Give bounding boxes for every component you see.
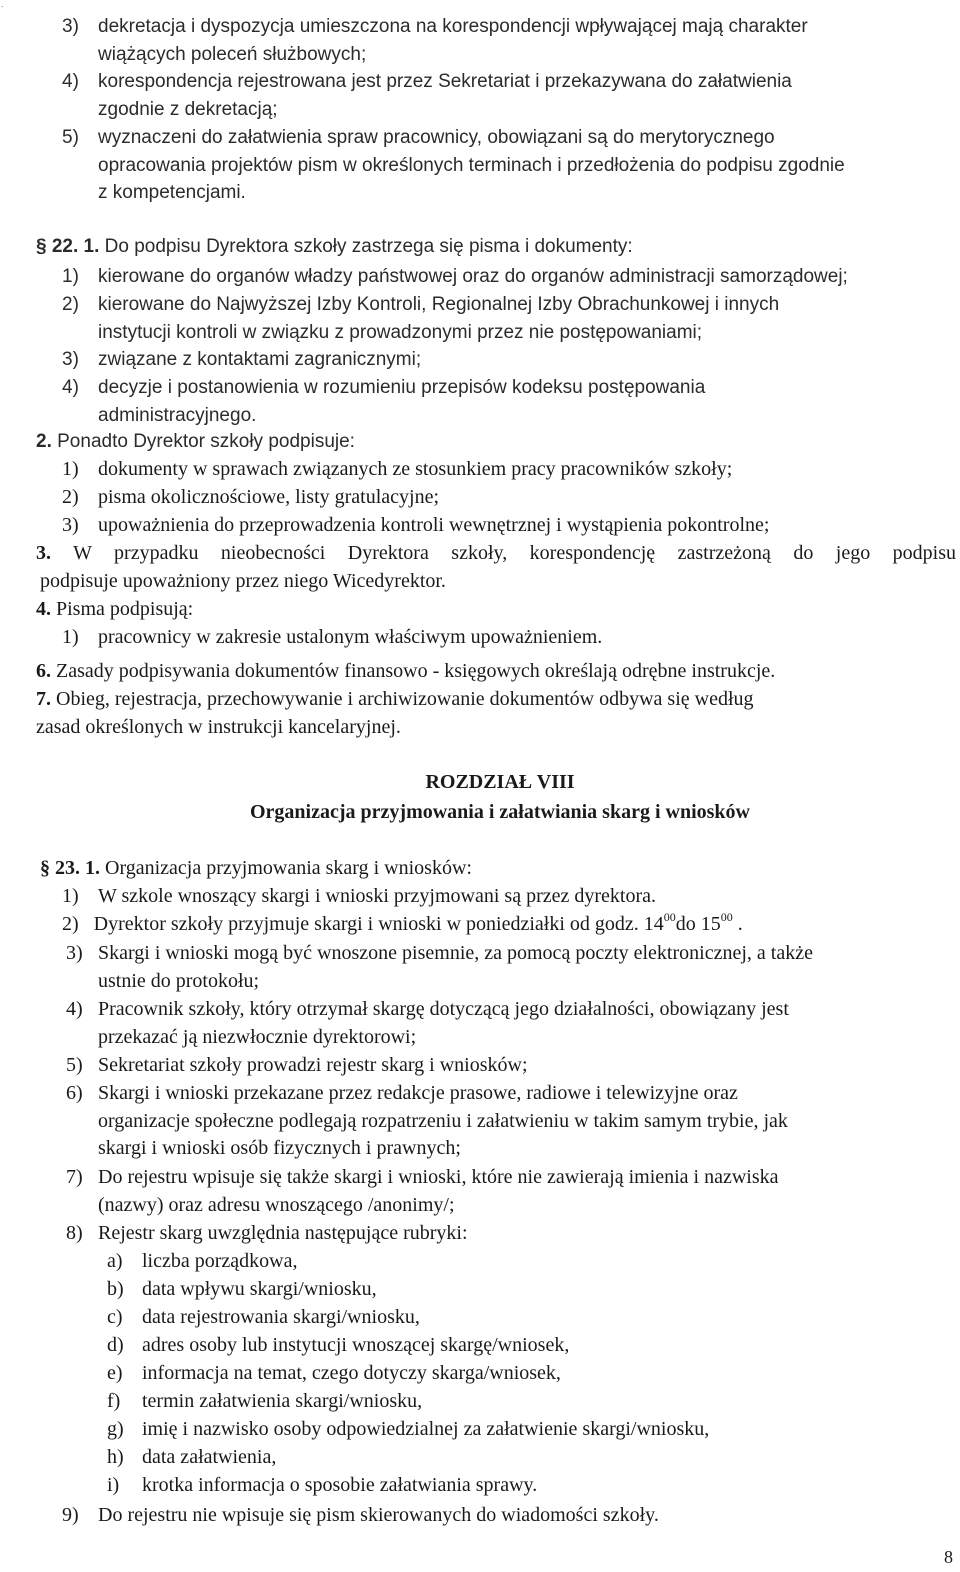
- sub-item: [107, 1388, 422, 1416]
- superscript: 00: [663, 910, 676, 924]
- sub-item-letter: b): [107, 1278, 124, 1300]
- paragraph-text: W przypadku nieobecności Dyrektora szkoły, korespondencję zastrzeżoną do jego podpisu: [51, 542, 956, 564]
- item-text-line: kierowane do organów władzy państwowej oraz do organów administracji samorządowej;: [98, 266, 848, 287]
- item-text-part: .: [732, 913, 743, 935]
- chapter-title: ROZDZIAŁ VIII: [425, 771, 575, 793]
- paragraph-text-line: podpisuje upoważniony przez niego Wicedyrektor.: [40, 569, 446, 592]
- item-text-line: (nazwy) oraz adresu wnoszącego /anonimy/;: [98, 1193, 455, 1216]
- item-text-part: Dyrektor szkoły przyjmuje skargi i wnioski w poniedziałki od godz. 14: [93, 913, 664, 935]
- sub-item: [107, 1248, 297, 1276]
- list-item: [62, 68, 958, 123]
- item-text-line: Skargi i wnioski przekazane przez redakcje prasowe, radiowe i telewizyjne oraz: [98, 1082, 738, 1104]
- item-text-line: ustnie do protokołu;: [98, 969, 260, 992]
- item-text-line: Pracownik szkoły, który otrzymał skargę dotyczącą jego działalności, obowiązany jest: [98, 998, 789, 1020]
- section-22-heading: [36, 233, 956, 261]
- item-text-line: z kompetencjami.: [98, 182, 246, 203]
- list-item: [62, 911, 958, 939]
- sub-item-text: krotka informacja o sposobie załatwiania sprawy.: [142, 1474, 538, 1496]
- superscript: 00: [720, 910, 733, 924]
- sub-item-text: data załatwienia,: [142, 1446, 277, 1468]
- item-number: 1): [62, 266, 79, 287]
- sub-item: [107, 1332, 569, 1360]
- paragraph-text: Zasady podpisywania dokumentów finansowo - księgowych określają odrębne instrukcje.: [51, 660, 776, 682]
- sub-item-letter: h): [107, 1446, 124, 1468]
- list-item: [66, 1080, 958, 1163]
- sub-item-text: imię i nazwisko osoby odpowiedzialnej za załatwienie skargi/wniosku,: [142, 1418, 710, 1440]
- item-text: [93, 910, 743, 935]
- item-text-line: decyzje i postanowienia w rozumieniu przepisów kodeksu postępowania: [98, 377, 706, 398]
- list-item: [66, 996, 958, 1051]
- list-item: [62, 512, 958, 540]
- item-number: 3): [62, 349, 79, 370]
- sub-item-letter: a): [107, 1250, 123, 1272]
- paragraph-number: 6.: [36, 660, 51, 682]
- item-text-line: kierowane do Najwyższej Izby Kontroli, Regionalnej Izby Obrachunkowej i innych: [98, 294, 780, 315]
- list-item: [66, 1164, 958, 1219]
- list-item: [62, 456, 958, 484]
- list-item: [62, 484, 958, 512]
- section-number: § 23. 1.: [40, 857, 100, 879]
- item-number: 3): [62, 16, 79, 37]
- item-number: 1): [62, 626, 79, 648]
- sub-item-letter: c): [107, 1306, 123, 1328]
- item-text: dokumenty w sprawach związanych ze stosunkiem pracy pracowników szkoły;: [98, 458, 733, 480]
- item-text-line: dekretacja i dyspozycja umieszczona na korespondencji wpływającej mają charakter: [98, 16, 808, 37]
- item-number: 1): [62, 458, 79, 480]
- item-text-line: Rejestr skarg uwzględnia następujące rubryki:: [98, 1222, 468, 1244]
- sub-item: [107, 1304, 420, 1332]
- section-23-heading: [40, 855, 960, 883]
- item-text: pracownicy w zakresie ustalonym właściwym upoważnieniem.: [98, 626, 603, 648]
- item-number: 9): [62, 1504, 79, 1526]
- paragraph-text-line: zasad określonych w instrukcji kancelaryjnej.: [36, 715, 401, 738]
- paragraph: [36, 540, 956, 595]
- item-number: 6): [66, 1082, 83, 1104]
- paragraph-text: Obieg, rejestracja, przechowywanie i archiwizowanie dokumentów odbywa się według: [51, 688, 754, 710]
- item-number: 2): [62, 486, 79, 508]
- item-text: Do rejestru nie wpisuje się pism skierowanych do wiadomości szkoły.: [98, 1504, 659, 1526]
- paragraph-number: 4.: [36, 598, 51, 620]
- chapter-subtitle: Organizacja przyjmowania i załatwiania skarg i wniosków: [250, 801, 750, 823]
- paragraph: [36, 428, 956, 456]
- paragraph: [36, 686, 956, 741]
- list-item: [62, 13, 958, 68]
- item-text: pisma okolicznościowe, listy gratulacyjne;: [98, 486, 440, 508]
- item-number: 5): [62, 127, 79, 148]
- sub-item-text: termin załatwienia skargi/wniosku,: [142, 1390, 423, 1412]
- sub-item: [107, 1360, 561, 1388]
- paragraph-number: 2.: [36, 431, 52, 452]
- item-text-part: do 15: [675, 913, 721, 935]
- item-text: W szkole wnoszący skargi i wnioski przyjmowani są przez dyrektora.: [98, 885, 656, 907]
- list-item: [62, 346, 958, 374]
- item-text-line: Do rejestru wpisuje się także skargi i wnioski, które nie zawierają imienia i nazwiska: [98, 1166, 779, 1188]
- list-item: [62, 291, 958, 346]
- sub-item-letter: f): [107, 1390, 121, 1412]
- item-text: upoważnienia do przeprowadzenia kontroli wewnętrznej i wystąpienia pokontrolne;: [98, 514, 770, 536]
- sub-item-letter: g): [107, 1418, 124, 1440]
- item-text-line: skargi i wnioski osób fizycznych i prawnych;: [98, 1137, 461, 1159]
- list-item: [66, 1220, 958, 1248]
- paragraph: [36, 658, 956, 686]
- item-text-line: związane z kontaktami zagranicznymi;: [98, 349, 422, 370]
- list-item: [62, 624, 958, 652]
- item-text-line: wyznaczeni do załatwienia spraw pracownicy, obowiązani są do merytorycznego: [98, 127, 775, 148]
- list-item: [62, 374, 958, 429]
- paragraph: [36, 596, 956, 624]
- item-number: 4): [66, 998, 83, 1020]
- sub-item-text: liczba porządkowa,: [142, 1250, 298, 1272]
- item-number: 3): [66, 942, 83, 964]
- sub-item: [107, 1276, 377, 1304]
- list-item: [62, 1502, 958, 1530]
- item-number: 8): [66, 1222, 83, 1244]
- paragraph-number: 7.: [36, 688, 51, 710]
- sub-item-letter: d): [107, 1334, 124, 1356]
- sub-item-text: data wpływu skargi/wniosku,: [142, 1278, 377, 1300]
- section-intro: Organizacja przyjmowania skarg i wniosków:: [100, 857, 472, 879]
- item-text-line: Skargi i wnioski mogą być wnoszone pisemnie, za pomocą poczty elektronicznej, a także: [98, 942, 813, 964]
- item-text-line: Sekretariat szkoły prowadzi rejestr skarg i wniosków;: [98, 1054, 528, 1076]
- paragraph-number: 3.: [36, 542, 51, 564]
- item-text-line: zgodnie z dekretacją;: [98, 98, 278, 120]
- item-number: 2): [62, 913, 79, 935]
- list-item: [66, 1052, 958, 1080]
- item-number: 2): [62, 294, 79, 315]
- list-item: [62, 124, 958, 207]
- item-text-line: instytucji kontroli w związku z prowadzonymi przez nie postępowaniami;: [98, 321, 703, 343]
- corner-mark: .: [1, 0, 4, 9]
- sub-item: [107, 1472, 537, 1500]
- item-number: 1): [62, 885, 79, 907]
- item-number: 3): [62, 514, 79, 536]
- item-number: 4): [62, 377, 79, 398]
- list-item: [66, 940, 958, 995]
- item-text-line: wiążących poleceń służbowych;: [98, 43, 367, 65]
- sub-item-letter: i): [107, 1474, 120, 1496]
- list-item: [62, 263, 958, 291]
- item-number: 7): [66, 1166, 83, 1188]
- sub-item-text: informacja na temat, czego dotyczy skarga/wniosek,: [142, 1362, 561, 1384]
- item-number: 4): [62, 71, 79, 92]
- item-text-line: organizacje społeczne podlegają rozpatrzeniu i załatwieniu w takim samym trybie, jak: [98, 1109, 788, 1132]
- page-number: 8: [944, 1547, 953, 1567]
- item-text-line: przekazać ją niezwłocznie dyrektorowi;: [98, 1025, 417, 1048]
- paragraph-text: Pisma podpisują:: [51, 598, 194, 620]
- sub-item-text: adres osoby lub instytucji wnoszącej skargę/wniosek,: [142, 1334, 570, 1356]
- paragraph-text: Ponadto Dyrektor szkoły podpisuje:: [51, 431, 355, 452]
- section-intro: Do podpisu Dyrektora szkoły zastrzega się pisma i dokumenty:: [99, 236, 633, 257]
- item-text-line: korespondencja rejestrowana jest przez Sekretariat i przekazywana do załatwienia: [98, 71, 792, 92]
- item-text-line: opracowania projektów pism w określonych terminach i przedłożenia do podpisu zgodnie: [98, 154, 845, 176]
- item-number: 5): [66, 1054, 83, 1076]
- sub-item-letter: e): [107, 1362, 123, 1384]
- sub-item-text: data rejestrowania skargi/wniosku,: [142, 1306, 420, 1328]
- sub-item: [107, 1416, 709, 1444]
- item-text-line: administracyjnego.: [98, 404, 257, 426]
- sub-item: [107, 1444, 276, 1472]
- section-number: § 22. 1.: [36, 236, 100, 257]
- list-item: [62, 883, 958, 911]
